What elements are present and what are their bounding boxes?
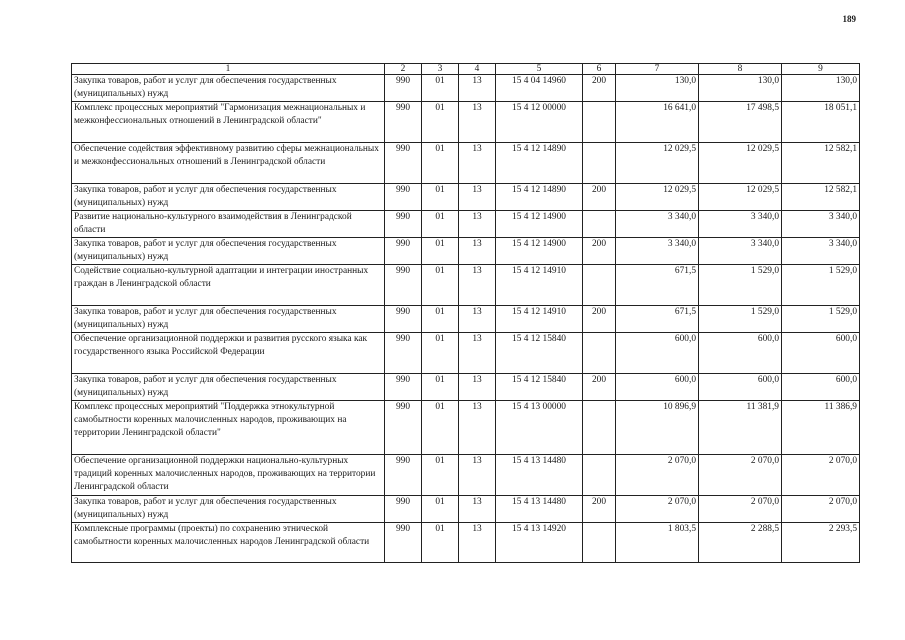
col3-cell: 01 xyxy=(422,455,459,496)
table-row xyxy=(72,333,860,374)
col3-cell: 01 xyxy=(422,306,459,333)
col4-cell: 13 xyxy=(459,374,496,401)
col4-cell: 13 xyxy=(459,333,496,374)
col7-value-cell: 16 641,0 xyxy=(616,102,699,143)
col3-cell: 01 xyxy=(422,102,459,143)
col9-value-cell: 11 386,9 xyxy=(782,401,860,455)
table-row xyxy=(72,143,860,184)
target-article-cell: 15 4 12 14910 xyxy=(496,265,583,306)
col3-cell: 01 xyxy=(422,333,459,374)
table-row xyxy=(72,455,860,496)
col-header-1: 1 xyxy=(72,64,385,75)
expense-type-cell: 200 xyxy=(583,238,616,265)
col9-value-cell: 2 293,5 xyxy=(782,523,860,563)
row-name-cell: Комплекс процессных мероприятий "Поддержка этнокультурной самобытности коренных малочисленных народов, проживающих на территории Ленинградской области" xyxy=(72,401,385,455)
col3-cell: 01 xyxy=(422,496,459,523)
target-article-cell: 15 4 12 00000 xyxy=(496,102,583,143)
expense-type-cell xyxy=(583,333,616,374)
row-name-cell: Закупка товаров, работ и услуг для обеспечения государственных (муниципальных) нужд xyxy=(72,238,385,265)
table-row xyxy=(72,265,860,306)
col8-value-cell: 12 029,5 xyxy=(699,184,782,211)
col8-value-cell: 17 498,5 xyxy=(699,102,782,143)
col4-cell: 13 xyxy=(459,211,496,238)
header-row xyxy=(72,64,860,75)
col4-cell: 13 xyxy=(459,496,496,523)
col8-value-cell: 1 529,0 xyxy=(699,265,782,306)
row-name-cell: Закупка товаров, работ и услуг для обеспечения государственных (муниципальных) нужд xyxy=(72,374,385,401)
col-header-8: 8 xyxy=(699,64,782,75)
row-name-cell: Обеспечение содействия эффективному развитию сферы межнациональных и межконфессиональных отношений в Ленинградской области xyxy=(72,143,385,184)
col2-cell: 990 xyxy=(385,143,422,184)
expense-type-cell xyxy=(583,211,616,238)
col8-value-cell: 1 529,0 xyxy=(699,306,782,333)
col2-cell: 990 xyxy=(385,401,422,455)
table-row xyxy=(72,401,860,455)
table-row xyxy=(72,496,860,523)
target-article-cell: 15 4 12 14890 xyxy=(496,143,583,184)
table-row xyxy=(72,75,860,102)
target-article-cell: 15 4 12 15840 xyxy=(496,333,583,374)
col2-cell: 990 xyxy=(385,102,422,143)
table-row xyxy=(72,102,860,143)
expense-type-cell xyxy=(583,143,616,184)
col-header-3: 3 xyxy=(422,64,459,75)
col2-cell: 990 xyxy=(385,265,422,306)
row-name-cell: Содействие социально-культурной адаптации и интеграции иностранных граждан в Ленинградской области xyxy=(72,265,385,306)
col3-cell: 01 xyxy=(422,401,459,455)
target-article-cell: 15 4 13 14480 xyxy=(496,455,583,496)
target-article-cell: 15 4 04 14960 xyxy=(496,75,583,102)
col7-value-cell: 671,5 xyxy=(616,306,699,333)
expense-type-cell: 200 xyxy=(583,306,616,333)
col3-cell: 01 xyxy=(422,265,459,306)
col2-cell: 990 xyxy=(385,374,422,401)
col9-value-cell: 18 051,1 xyxy=(782,102,860,143)
table-row xyxy=(72,238,860,265)
col2-cell: 990 xyxy=(385,333,422,374)
budget-table xyxy=(71,63,860,563)
col3-cell: 01 xyxy=(422,211,459,238)
col3-cell: 01 xyxy=(422,75,459,102)
col-header-4: 4 xyxy=(459,64,496,75)
target-article-cell: 15 4 13 14480 xyxy=(496,496,583,523)
col2-cell: 990 xyxy=(385,75,422,102)
col7-value-cell: 3 340,0 xyxy=(616,211,699,238)
page-number: 189 xyxy=(842,14,856,24)
col9-value-cell: 2 070,0 xyxy=(782,496,860,523)
col4-cell: 13 xyxy=(459,401,496,455)
col9-value-cell: 12 582,1 xyxy=(782,184,860,211)
col3-cell: 01 xyxy=(422,238,459,265)
col9-value-cell: 3 340,0 xyxy=(782,211,860,238)
col9-value-cell: 600,0 xyxy=(782,374,860,401)
col2-cell: 990 xyxy=(385,184,422,211)
col8-value-cell: 3 340,0 xyxy=(699,238,782,265)
target-article-cell: 15 4 12 14900 xyxy=(496,211,583,238)
row-name-cell: Обеспечение организационной поддержки и развития русского языка как государственного языка Российской Федерации xyxy=(72,333,385,374)
col-header-2: 2 xyxy=(385,64,422,75)
col4-cell: 13 xyxy=(459,265,496,306)
col7-value-cell: 600,0 xyxy=(616,333,699,374)
col2-cell: 990 xyxy=(385,238,422,265)
col9-value-cell: 1 529,0 xyxy=(782,265,860,306)
row-name-cell: Комплекс процессных мероприятий "Гармонизация межнациональных и межконфессиональных отношений в Ленинградской области" xyxy=(72,102,385,143)
col7-value-cell: 2 070,0 xyxy=(616,496,699,523)
col9-value-cell: 3 340,0 xyxy=(782,238,860,265)
col7-value-cell: 2 070,0 xyxy=(616,455,699,496)
table-body xyxy=(72,75,860,563)
expense-type-cell xyxy=(583,265,616,306)
expense-type-cell: 200 xyxy=(583,75,616,102)
col4-cell: 13 xyxy=(459,184,496,211)
col2-cell: 990 xyxy=(385,496,422,523)
col9-value-cell: 2 070,0 xyxy=(782,455,860,496)
row-name-cell: Закупка товаров, работ и услуг для обеспечения государственных (муниципальных) нужд xyxy=(72,496,385,523)
col2-cell: 990 xyxy=(385,306,422,333)
col8-value-cell: 600,0 xyxy=(699,374,782,401)
col2-cell: 990 xyxy=(385,455,422,496)
col3-cell: 01 xyxy=(422,523,459,563)
col9-value-cell: 130,0 xyxy=(782,75,860,102)
col-header-9: 9 xyxy=(782,64,860,75)
expense-type-cell xyxy=(583,401,616,455)
target-article-cell: 15 4 12 14890 xyxy=(496,184,583,211)
col7-value-cell: 1 803,5 xyxy=(616,523,699,563)
target-article-cell: 15 4 13 00000 xyxy=(496,401,583,455)
col7-value-cell: 12 029,5 xyxy=(616,143,699,184)
col8-value-cell: 3 340,0 xyxy=(699,211,782,238)
col4-cell: 13 xyxy=(459,523,496,563)
col8-value-cell: 130,0 xyxy=(699,75,782,102)
col4-cell: 13 xyxy=(459,102,496,143)
table-row xyxy=(72,306,860,333)
col9-value-cell: 600,0 xyxy=(782,333,860,374)
col9-value-cell: 12 582,1 xyxy=(782,143,860,184)
row-name-cell: Обеспечение организационной поддержки национально-культурных традиций коренных малочисленных народов, проживающих на территории Ленинградской области xyxy=(72,455,385,496)
col2-cell: 990 xyxy=(385,523,422,563)
table-row xyxy=(72,184,860,211)
col7-value-cell: 600,0 xyxy=(616,374,699,401)
row-name-cell: Закупка товаров, работ и услуг для обеспечения государственных (муниципальных) нужд xyxy=(72,184,385,211)
col8-value-cell: 2 288,5 xyxy=(699,523,782,563)
row-name-cell: Комплексные программы (проекты) по сохранению этнической самобытности коренных малочисленных народов Ленинградской области xyxy=(72,523,385,563)
col3-cell: 01 xyxy=(422,143,459,184)
col3-cell: 01 xyxy=(422,184,459,211)
col4-cell: 13 xyxy=(459,75,496,102)
expense-type-cell: 200 xyxy=(583,184,616,211)
row-name-cell: Закупка товаров, работ и услуг для обеспечения государственных (муниципальных) нужд xyxy=(72,75,385,102)
col2-cell: 990 xyxy=(385,211,422,238)
target-article-cell: 15 4 12 14910 xyxy=(496,306,583,333)
col-header-6: 6 xyxy=(583,64,616,75)
col7-value-cell: 12 029,5 xyxy=(616,184,699,211)
expense-type-cell: 200 xyxy=(583,374,616,401)
col4-cell: 13 xyxy=(459,238,496,265)
target-article-cell: 15 4 12 14900 xyxy=(496,238,583,265)
col7-value-cell: 10 896,9 xyxy=(616,401,699,455)
expense-type-cell xyxy=(583,102,616,143)
col4-cell: 13 xyxy=(459,143,496,184)
col7-value-cell: 130,0 xyxy=(616,75,699,102)
expense-type-cell xyxy=(583,455,616,496)
row-name-cell: Развитие национально-культурного взаимодействия в Ленинградской области xyxy=(72,211,385,238)
col3-cell: 01 xyxy=(422,374,459,401)
row-name-cell: Закупка товаров, работ и услуг для обеспечения государственных (муниципальных) нужд xyxy=(72,306,385,333)
col9-value-cell: 1 529,0 xyxy=(782,306,860,333)
col8-value-cell: 12 029,5 xyxy=(699,143,782,184)
expense-type-cell xyxy=(583,523,616,563)
col-header-5: 5 xyxy=(496,64,583,75)
table-row xyxy=(72,211,860,238)
table-row xyxy=(72,374,860,401)
col4-cell: 13 xyxy=(459,306,496,333)
target-article-cell: 15 4 12 15840 xyxy=(496,374,583,401)
col8-value-cell: 2 070,0 xyxy=(699,455,782,496)
col4-cell: 13 xyxy=(459,455,496,496)
col7-value-cell: 3 340,0 xyxy=(616,238,699,265)
col8-value-cell: 2 070,0 xyxy=(699,496,782,523)
target-article-cell: 15 4 13 14920 xyxy=(496,523,583,563)
table-row xyxy=(72,523,860,563)
col7-value-cell: 671,5 xyxy=(616,265,699,306)
col-header-7: 7 xyxy=(616,64,699,75)
col8-value-cell: 600,0 xyxy=(699,333,782,374)
expense-type-cell: 200 xyxy=(583,496,616,523)
col8-value-cell: 11 381,9 xyxy=(699,401,782,455)
